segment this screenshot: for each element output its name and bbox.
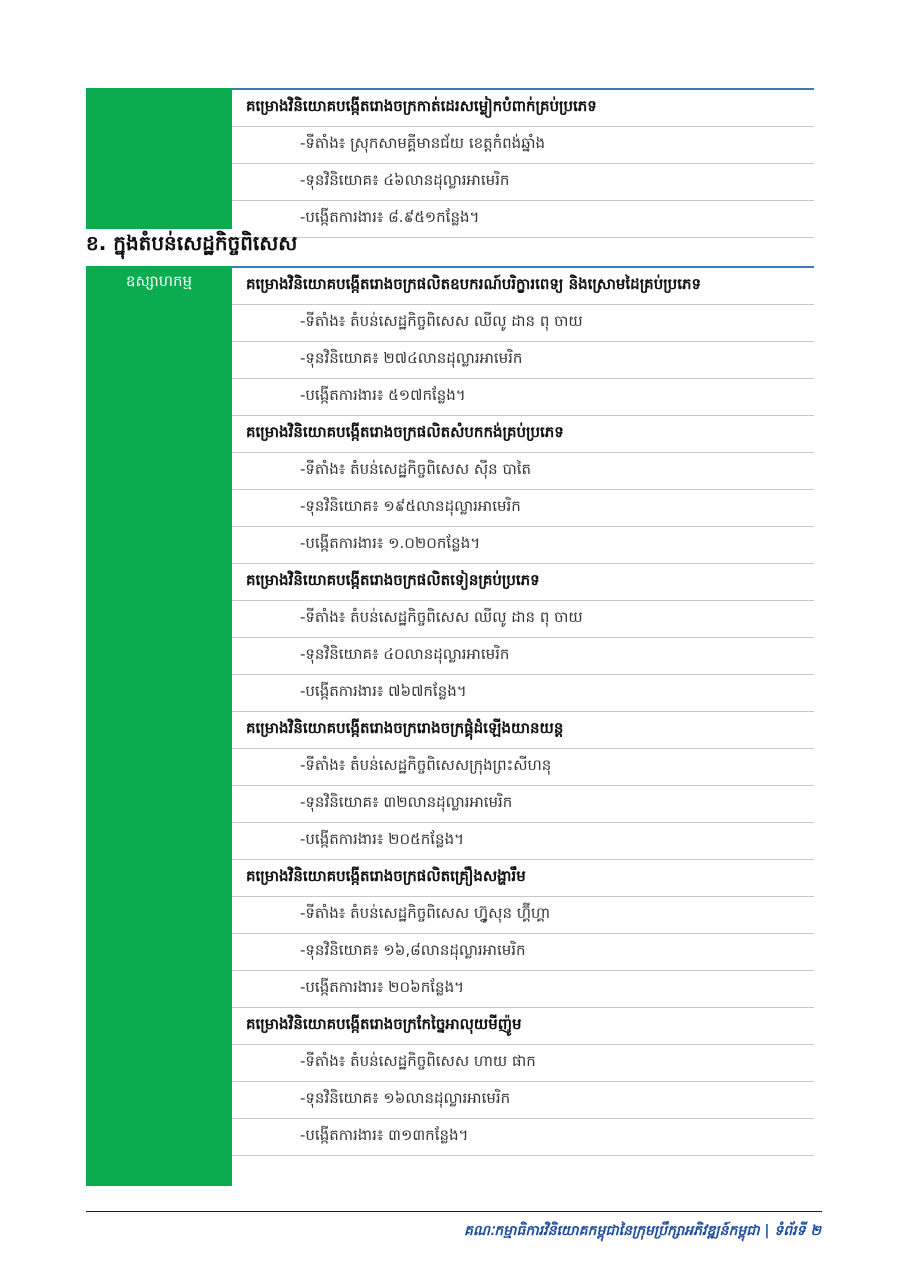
jobs-row: -បង្កើតការងារ៖ ៣១៣កន្លែង។ — [232, 1119, 814, 1156]
project-title-row: គម្រោងវិនិយោគបង្កើតរោងចក្រផលិតឧបករណ៍បរិក្ខារពេទ្យ និងស្រោមដៃគ្រប់ប្រភេទ — [232, 268, 814, 305]
footer-divider — [86, 1211, 822, 1212]
jobs-row: -បង្កើតការងារ៖ ៨.៩៥១កន្លែង។ — [232, 201, 814, 238]
table-rows — [232, 88, 814, 238]
capital-row: -ទុនវិនិយោគ៖ ១៦,៨លានដុល្លារអាមេរិក — [232, 934, 814, 971]
jobs-row: -បង្កើតការងារ៖ ៧៦៧កន្លែង។ — [232, 675, 814, 712]
project-title-row: គម្រោងវិនិយោគបង្កើតរោងចក្រផលិតសំបកកង់គ្រប់ប្រភេទ — [232, 416, 814, 453]
location-row: -ទីតាំង៖ ស្រុកសាមគ្គីមានជ័យ ខេត្តកំពង់ឆ្នាំង — [232, 127, 814, 164]
project-title-row: គម្រោងវិនិយោគបង្កើតរោងចក្រផលិតទៀនគ្រប់ប្រភេទ — [232, 564, 814, 601]
location-row: -ទីតាំង៖ តំបន់សេដ្ឋកិច្ចពិសេស ហាយ ផាក — [232, 1045, 814, 1082]
green-side-bar — [86, 266, 232, 1186]
location-row: -ទីតាំង៖ តំបន់សេដ្ឋកិច្ចពិសេស ហ្វ៊ូសុន ហ្គ៊ីហ្គា — [232, 897, 814, 934]
section-title: ខ. ក្នុងតំបន់សេដ្ឋកិច្ចពិសេស — [86, 231, 298, 255]
project-title-row: គម្រោងវិនិយោគបង្កើតរោងចក្រកាត់ដេរសម្លៀកបំពាក់គ្រប់ប្រភេទ — [232, 90, 814, 127]
location-row: -ទីតាំង៖ តំបន់សេដ្ឋកិច្ចពិសេស ស៊ីន បាតៃ — [232, 453, 814, 490]
investment-table-sez — [86, 266, 814, 1186]
project-title-row: គម្រោងវិនិយោគបង្កើតរោងចក្រកែច្នៃអាលុយមីញ៉ូម — [232, 1008, 814, 1045]
capital-row: -ទុនវិនិយោគ៖ ២៧៤លានដុល្លារអាមេរិក — [232, 342, 814, 379]
capital-row: -ទុនវិនិយោគ៖ ៤៦លានដុល្លារអាមេរិក — [232, 164, 814, 201]
project-title-row: គម្រោងវិនិយោគបង្កើតរោងចក្ររោងចក្រផ្គុំដំឡើងយានយន្ត — [232, 712, 814, 749]
investment-table-top — [86, 88, 814, 229]
green-side-bar — [86, 88, 232, 229]
location-row: -ទីតាំង៖ តំបន់សេដ្ឋកិច្ចពិសេស ឈីលូ ដាន ពុ ចាយ — [232, 305, 814, 342]
jobs-row: -បង្កើតការងារ៖ ២០៥កន្លែង។ — [232, 823, 814, 860]
capital-row: -ទុនវិនិយោគ៖ ៣២លានដុល្លារអាមេរិក — [232, 786, 814, 823]
category-label: ឧស្សាហកម្ម — [125, 272, 193, 290]
page-footer: គណៈកម្មាធិការវិនិយោគកម្ពុជានៃក្រុមប្រឹក្សាអភិវឌ្ឍន៍កម្ពុជា | ទំព័រទី ២ — [464, 1223, 821, 1239]
jobs-row: -បង្កើតការងារ៖ ១.០២០កន្លែង។ — [232, 527, 814, 564]
capital-row: -ទុនវិនិយោគ៖ ១៩៥លានដុល្លារអាមេរិក — [232, 490, 814, 527]
project-title-row: គម្រោងវិនិយោគបង្កើតរោងចក្រផលិតគ្រឿងសង្ហារឹម — [232, 860, 814, 897]
capital-row: -ទុនវិនិយោគ៖ ៤០លានដុល្លារអាមេរិក — [232, 638, 814, 675]
table-rows — [232, 266, 814, 1156]
location-row: -ទីតាំង៖ តំបន់សេដ្ឋកិច្ចពិសេស ឈីលូ ដាន ពុ ចាយ — [232, 601, 814, 638]
capital-row: -ទុនវិនិយោគ៖ ១៦លានដុល្លារអាមេរិក — [232, 1082, 814, 1119]
jobs-row: -បង្កើតការងារ៖ ៥១៧កន្លែង។ — [232, 379, 814, 416]
jobs-row: -បង្កើតការងារ៖ ២០៦កន្លែង។ — [232, 971, 814, 1008]
location-row: -ទីតាំង៖ តំបន់សេដ្ឋកិច្ចពិសេសក្រុងព្រះសីហនុ — [232, 749, 814, 786]
